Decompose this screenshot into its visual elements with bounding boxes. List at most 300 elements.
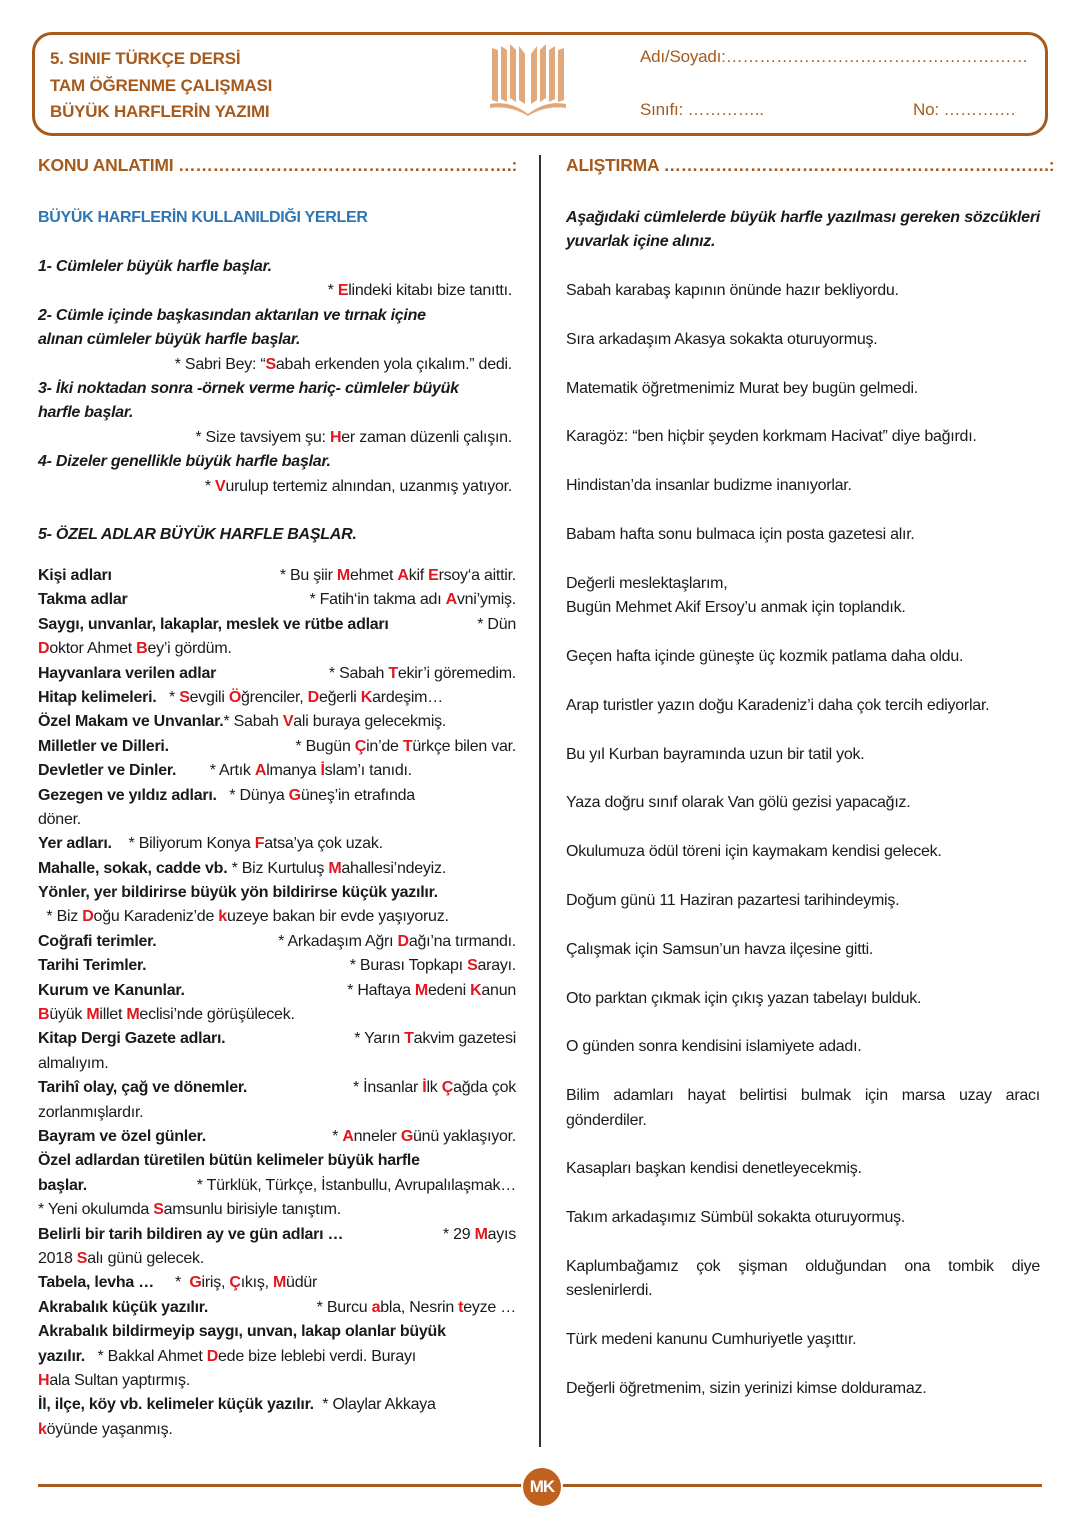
example-text: 4- Dizeler genellikle büyük harfle başlar. xyxy=(38,453,331,471)
exercise-sentence xyxy=(566,791,1040,815)
example-text: ağı’na tırmandı. xyxy=(408,932,516,950)
exercise-sentence xyxy=(566,425,1040,449)
line-example xyxy=(295,735,516,759)
rule-label: Akrabalık bildirmeyip saygı, unvan, lakap olanlar büyük xyxy=(38,1323,446,1341)
example-text: * Bu şiir xyxy=(279,567,337,584)
rule-line xyxy=(38,759,516,783)
worksheet-title xyxy=(50,46,272,126)
line-example xyxy=(309,588,516,612)
capital-letter-highlight: F xyxy=(254,835,265,853)
example-text: uzeye bakan bir evde yaşıyoruz. xyxy=(226,908,449,926)
example-text: * xyxy=(332,1127,343,1145)
rule-line xyxy=(38,808,516,832)
example-text: * xyxy=(154,1274,190,1292)
rule-line xyxy=(38,426,512,450)
capital-letter-highlight: M xyxy=(126,1006,140,1024)
line-example xyxy=(280,564,516,588)
rule-line xyxy=(38,475,512,499)
capital-letter-highlight: K xyxy=(470,981,482,999)
rule-line xyxy=(38,1345,516,1369)
rule-line xyxy=(38,1052,516,1076)
rule-line xyxy=(38,1076,516,1100)
rule-label: Bayram ve özel günler. xyxy=(38,1127,206,1145)
capital-letter-highlight: E xyxy=(337,282,349,300)
example-text: amsunlu birisiyle tanıştım. xyxy=(163,1201,341,1219)
rule-line xyxy=(38,353,512,377)
rule-label: Hitap kelimeleri. xyxy=(38,688,157,706)
example-text: rsoy‘a aittir. xyxy=(438,567,516,584)
capital-letter-highlight: M xyxy=(414,981,428,999)
example-text: ahallesi’ndeyiz. xyxy=(341,859,446,877)
exercise-sentence xyxy=(566,474,1040,498)
example-text: * Sabah xyxy=(223,713,283,731)
example-text: * 29 xyxy=(442,1225,475,1243)
example-text: atsa’ya çok uzak. xyxy=(264,835,383,853)
rule-line xyxy=(38,1369,516,1393)
capital-letter-highlight: D xyxy=(82,908,94,926)
example-text: ayıs xyxy=(487,1225,516,1243)
sentence-line: O günden sonra kendisini islamiyete adadı. xyxy=(566,1038,862,1056)
rule-label: İl, ilçe, köy vb. kelimeler küçük yazılır. xyxy=(38,1396,314,1414)
line-example xyxy=(353,1076,516,1100)
example-text: * Haftaya xyxy=(347,981,415,999)
capital-letter-highlight: M xyxy=(328,859,342,877)
rule-line xyxy=(38,1247,516,1271)
rule-label: Coğrafi terimler. xyxy=(38,932,157,950)
line-example xyxy=(329,662,516,686)
example-text: harfle başlar. xyxy=(38,404,134,422)
rule-label: Tarihî olay, çağ ve dönemler. xyxy=(38,1079,248,1097)
example-text: urulup tertemiz alnından, uzanmış yatıyor. xyxy=(225,477,512,495)
example-text: lindeki kitabı bize tanıttı. xyxy=(348,282,512,300)
example-text: 2018 xyxy=(38,1249,77,1267)
line-example xyxy=(354,1027,516,1051)
example-text: * Yeni okulumda xyxy=(38,1201,154,1219)
rule-line xyxy=(38,881,516,905)
example-text: * Yarın xyxy=(354,1030,405,1048)
exercise-sentence xyxy=(566,377,1040,401)
rule-label: başlar. xyxy=(38,1176,87,1194)
capital-letter-highlight: M xyxy=(272,1274,287,1292)
example-text: nneler xyxy=(353,1127,401,1145)
exercise-sentence xyxy=(566,1157,1040,1181)
example-text: * xyxy=(156,688,180,706)
line-label xyxy=(38,613,389,637)
sentence-line: Geçen hafta içinde güneşte üç kozmik patlama daha oldu. xyxy=(566,647,964,665)
rule-line xyxy=(38,686,516,710)
title-line: 5. SINIF TÜRKÇE DERSİ xyxy=(50,49,241,68)
example-text: * Türklük, Türkçe, İstanbullu, Avrupalılaşmak… xyxy=(196,1176,516,1194)
line-example xyxy=(350,954,516,978)
example-text: * Sabah xyxy=(328,664,389,682)
rule-line xyxy=(38,1320,516,1344)
capital-letter-highlight: t xyxy=(458,1298,464,1316)
rule-line xyxy=(38,1125,516,1149)
example-text: kif xyxy=(408,567,429,584)
class-field[interactable]: Sınıfı: ………….. xyxy=(640,100,764,119)
rule-line xyxy=(38,784,516,808)
example-text: * İnsanlar xyxy=(353,1079,423,1097)
capital-letter-highlight: Ç xyxy=(229,1274,241,1292)
capital-letter-highlight: B xyxy=(38,1006,50,1024)
capital-letter-highlight: E xyxy=(428,567,439,584)
rule-label: Kişi adları xyxy=(38,567,112,584)
example-text: döner. xyxy=(38,810,81,828)
column-divider xyxy=(539,155,541,1447)
example-text: * Bakkal Ahmet xyxy=(84,1347,207,1365)
capital-letter-highlight: Ç xyxy=(354,737,367,755)
rule-label: Gezegen ve yıldız adları. xyxy=(38,786,217,804)
exercise-sentence xyxy=(566,1255,1040,1304)
rule-line xyxy=(38,1149,516,1173)
rule-line xyxy=(38,377,516,401)
example-text: 3- İki noktadan sonra -örnek verme hariç- cümleler büyük xyxy=(38,379,459,397)
example-text: eclisi’nde görüşülecek. xyxy=(139,1006,295,1024)
example-text: ağda çok xyxy=(453,1079,516,1097)
capital-letter-highlight: S xyxy=(153,1201,164,1219)
exercise-sentence xyxy=(566,645,1040,669)
capital-letter-highlight: D xyxy=(206,1347,219,1365)
rule-label: Yer adları. xyxy=(38,835,112,853)
capital-letter-highlight: İ xyxy=(320,762,325,780)
example-text: öyünde yaşanmış. xyxy=(46,1420,173,1438)
capital-letter-highlight: G xyxy=(189,1274,202,1292)
example-text: * Burcu xyxy=(316,1298,372,1316)
rule-line xyxy=(38,1271,516,1295)
exercise-instruction: Aşağıdaki cümlelerde büyük harfle yazılması gereken sözcükleri yuvarlak içine alınız. xyxy=(566,209,1040,251)
rule-line xyxy=(38,1027,516,1051)
example-text: eyze … xyxy=(463,1298,516,1316)
name-field[interactable]: Adı/Soyadı:……………………………………………… xyxy=(640,47,1029,66)
mk-logo: MK xyxy=(521,1466,563,1508)
line-example xyxy=(317,1296,516,1320)
exercise-sentence xyxy=(566,1035,1040,1059)
example-text: * Sabri Bey: “ xyxy=(174,355,266,373)
exercise-sentence xyxy=(566,523,1040,547)
example-text: ey’i gördüm. xyxy=(147,640,232,658)
rule-line xyxy=(38,1393,516,1417)
example-text: ehmet xyxy=(349,567,398,584)
rule-label: Takma adlar xyxy=(38,591,128,609)
example-text: er zaman düzenli çalışın. xyxy=(341,428,512,446)
example-text: * Artık xyxy=(176,762,255,780)
capital-letter-highlight: V xyxy=(215,477,226,495)
line-label xyxy=(38,588,127,612)
capital-letter-highlight: İ xyxy=(422,1079,427,1097)
rule-line xyxy=(38,637,516,661)
example-text: ıkış, xyxy=(240,1274,273,1292)
capital-letter-highlight: A xyxy=(397,567,409,584)
title-line: BÜYÜK HARFLERİN YAZIMI xyxy=(50,102,270,121)
example-text: evgili xyxy=(189,688,229,706)
rule-label: Kitap Dergi Gazete adları. xyxy=(38,1030,226,1048)
rule-line xyxy=(38,255,516,279)
example-text: * Size tavsiyem şu: xyxy=(195,428,330,446)
rule-label: Kurum ve Kanunlar. xyxy=(38,981,185,999)
rule-line xyxy=(38,832,516,856)
example-text: * xyxy=(327,282,338,300)
capital-letter-highlight: Ö xyxy=(228,688,242,706)
sentence-line: Arap turistler yazın doğu Karadeniz’i daha çok tercih ediyorlar. xyxy=(566,696,990,714)
sentence-line: Bugün Mehmet Akif Ersoy’u anmak için toplandık. xyxy=(566,599,906,617)
example-text: almalıyım. xyxy=(38,1054,109,1072)
capital-letter-highlight: a xyxy=(371,1298,381,1316)
rule-line xyxy=(38,662,516,686)
example-text: * Arkadaşım Ağrı xyxy=(278,932,398,950)
rule-line xyxy=(38,905,516,929)
rule-line xyxy=(38,328,516,352)
example-text: * Biliyorum Konya xyxy=(111,835,255,853)
lesson-heading: KONU ANLATIMI ………………………………………………….: xyxy=(38,155,518,175)
line-label xyxy=(38,735,169,759)
capital-letter-highlight: D xyxy=(38,640,50,658)
example-text: illet xyxy=(99,1006,127,1024)
rule-label: Yönler, yer bildirirse büyük yön bildirirse küçük yazılır. xyxy=(38,884,438,902)
sentence-line: Değerli öğretmenim, sizin yerinizi kimse dolduramaz. xyxy=(566,1379,927,1397)
rule-line xyxy=(38,1223,516,1247)
example-text: ünü yaklaşıyor. xyxy=(413,1127,516,1145)
rule-line xyxy=(38,1418,516,1442)
sentence-line: Bilim adamları hayat belirtisi bulmak için marsa uzay aracı gönderdiler. xyxy=(566,1087,1040,1129)
example-text: * Biz xyxy=(38,908,83,926)
exercise-sentence xyxy=(566,1377,1040,1401)
sentence-line: Yaza doğru sınıf olarak Van gölü gezisi yapacağız. xyxy=(566,794,911,812)
example-text: in’de xyxy=(366,737,403,755)
capitalization-rules xyxy=(38,255,516,548)
exercise-sentence xyxy=(566,987,1040,1011)
sentence-line: Sabah karabaş kapının önünde hazır bekliyordu. xyxy=(566,282,899,299)
capital-letter-highlight: G xyxy=(288,786,301,804)
example-text: 2- Cümle içinde başkasından aktarılan ve tırnak içine xyxy=(38,306,426,324)
rule-label: Tarihi Terimler. xyxy=(38,957,147,975)
line-label xyxy=(38,564,112,588)
rule-line xyxy=(38,954,516,978)
capital-letter-highlight: S xyxy=(467,957,478,975)
sentence-line: Karagöz: “ben hiçbir şeyden korkmam Hacivat” diye bağırdı. xyxy=(566,428,977,446)
exercise-heading: ALIŞTIRMA ………………………………………………………….: xyxy=(566,155,1055,175)
rule-line xyxy=(38,857,516,881)
example-text: ala Sultan yaptırmış. xyxy=(49,1371,190,1389)
rule-label: Tabela, levha … xyxy=(38,1274,154,1292)
capital-letter-highlight: S xyxy=(179,688,190,706)
exercise-sentence xyxy=(566,889,1040,913)
sentence-line: Kaplumbağamız çok şişman olduğundan ona tombik diye seslenirlerdi. xyxy=(566,1257,1040,1300)
example-text: oğu Karadeniz’de xyxy=(93,908,219,926)
example-text: alınan cümleler büyük harfle başlar. xyxy=(38,331,301,349)
title-line: TAM ÖĞRENME ÇALIŞMASI xyxy=(50,75,273,95)
line-label xyxy=(38,1125,206,1149)
open-book-icon xyxy=(488,42,568,116)
exercise-sentence xyxy=(566,938,1040,962)
exercise-sentence xyxy=(566,694,1040,718)
capital-letter-highlight: T xyxy=(404,1030,414,1048)
example-text: edeni xyxy=(428,981,471,999)
example-text: ğrenciler, xyxy=(241,688,308,706)
example-text: vni’ymiş. xyxy=(456,591,516,609)
example-text: ardeşim… xyxy=(372,688,443,706)
line-example xyxy=(332,1125,516,1149)
example-text: üdür xyxy=(286,1274,318,1292)
sentence-line: Babam hafta sonu bulmaca için posta gazetesi alır. xyxy=(566,525,915,543)
line-example xyxy=(197,1174,516,1198)
line-example xyxy=(347,979,516,1003)
line-label xyxy=(38,1027,225,1051)
sentence-line: Oto parktan çıkmak için çıkış yazan tabelayı bulduk. xyxy=(566,989,922,1007)
rule-label: Milletler ve Dilleri. xyxy=(38,737,169,755)
example-text: * Dünya xyxy=(216,786,289,804)
line-example xyxy=(443,1223,516,1247)
example-text: slam’ı tanıdı. xyxy=(324,762,412,780)
example-text: üyük xyxy=(49,1006,87,1024)
exercise-sentence xyxy=(566,572,1040,621)
exercise-sentence xyxy=(566,1084,1040,1133)
rule-label: Hayvanlara verilen adlar xyxy=(38,664,217,682)
line-label xyxy=(38,930,156,954)
sentence-line: Sıra arkadaşım Akasya sokakta oturuyormuş. xyxy=(566,330,878,348)
exercise-sentences xyxy=(566,279,1040,1426)
example-text: eğerli xyxy=(318,688,361,706)
rule-line xyxy=(38,979,516,1003)
rule-line xyxy=(38,735,516,759)
rule-label: Saygı, unvanlar, lakaplar, meslek ve rütbe adları xyxy=(38,615,389,633)
rule-line xyxy=(38,710,516,734)
rule-label: Özel Makam ve Unvanlar. xyxy=(38,713,224,731)
sentence-line: Doğum günü 11 Haziran pazartesi tarihindeymiş. xyxy=(566,891,900,909)
rule-line xyxy=(38,1174,516,1198)
capital-letter-highlight: k xyxy=(218,908,227,926)
rule-label: yazılır. xyxy=(38,1347,85,1365)
sentence-line: Türk medeni kanunu Cumhuriyetle yaşıttır. xyxy=(566,1331,857,1349)
example-text: 1- Cümleler büyük harfle başlar. xyxy=(38,258,272,275)
rule-label: Akrabalık küçük yazılır. xyxy=(38,1298,209,1316)
capital-letter-highlight: S xyxy=(265,355,276,373)
rule-label: Devletler ve Dinler. xyxy=(38,762,177,780)
example-text: * Olaylar Akkaya xyxy=(313,1396,436,1414)
capital-letter-highlight: H xyxy=(38,1371,50,1389)
example-text: zorlanmışlardır. xyxy=(38,1103,144,1121)
sentence-line: Hindistan’da insanlar budizme inanıyorlar. xyxy=(566,477,852,495)
rule-line xyxy=(38,1296,516,1320)
rule-label: Belirli bir tarih bildiren ay ve gün adları … xyxy=(38,1225,344,1243)
example-text: üneş’in etrafında xyxy=(300,786,415,804)
example-text: iriş, xyxy=(201,1274,230,1292)
sentence-line: Takım arkadaşımız Sümbül sokakta oturuyormuş. xyxy=(566,1209,906,1227)
exercise-sentence xyxy=(566,1328,1040,1352)
capital-letter-highlight: Ç xyxy=(441,1079,454,1097)
number-field[interactable]: No: …………. xyxy=(913,100,1016,119)
example-text: 5- ÖZEL ADLAR BÜYÜK HARFLE BAŞLAR. xyxy=(38,526,357,544)
capital-letter-highlight: M xyxy=(336,567,350,584)
rule-label: Özel adlardan türetilen bütün kelimeler büyük harfle xyxy=(38,1152,420,1170)
rule-line xyxy=(38,523,516,547)
exercise-sentence xyxy=(566,279,1040,303)
rules-subheading: BÜYÜK HARFLERİN KULLANILDIĞI YERLER xyxy=(38,209,368,226)
capital-letter-highlight: A xyxy=(342,1127,354,1145)
example-text: ekir’i göremedim. xyxy=(397,664,516,682)
line-example xyxy=(477,613,516,637)
example-text: * Burası Topkapı xyxy=(349,957,468,975)
exercise-sentence xyxy=(566,1206,1040,1230)
sentence-line: Okulumuza ödül töreni için kaymakam kendisi gelecek. xyxy=(566,843,942,861)
sentence-line: Bu yıl Kurban bayramında uzun bir tatil yok. xyxy=(566,745,865,763)
example-text: * Bugün xyxy=(295,737,355,755)
line-label xyxy=(38,1223,343,1247)
rule-line xyxy=(38,1101,516,1125)
line-example xyxy=(278,930,516,954)
proper-noun-rules xyxy=(38,564,516,1442)
rule-line xyxy=(38,304,516,328)
example-text: * Dün xyxy=(477,615,516,633)
capital-letter-highlight: V xyxy=(282,713,294,731)
rule-line xyxy=(38,450,516,474)
line-label xyxy=(38,979,185,1003)
sentence-line: Değerli meslektaşlarım, xyxy=(566,574,728,592)
example-text: akvim gazetesi xyxy=(413,1030,516,1048)
line-label xyxy=(38,1296,208,1320)
rule-line xyxy=(38,499,516,523)
capital-letter-highlight: A xyxy=(445,591,457,609)
capital-letter-highlight: k xyxy=(38,1420,47,1438)
capital-letter-highlight: G xyxy=(400,1127,414,1145)
line-label xyxy=(38,662,216,686)
capital-letter-highlight: M xyxy=(86,1006,100,1024)
example-text: * Biz Kurtuluş xyxy=(227,859,329,877)
sentence-line: Kasapları başkan kendisi denetleyecekmiş. xyxy=(566,1160,862,1178)
example-text: ürkçe bilen var. xyxy=(412,737,516,755)
rule-line xyxy=(38,564,516,588)
capital-letter-highlight: K xyxy=(360,688,373,706)
capital-letter-highlight: D xyxy=(397,932,409,950)
rule-line xyxy=(38,1198,516,1222)
example-text: abah erkenden yola çıkalım.” dedi. xyxy=(275,355,512,373)
rule-line xyxy=(38,930,516,954)
capital-letter-highlight: S xyxy=(76,1249,88,1267)
exercise-sentence xyxy=(566,743,1040,767)
exercise-sentence xyxy=(566,328,1040,352)
rule-line xyxy=(38,401,516,425)
rule-line xyxy=(38,279,512,303)
capital-letter-highlight: A xyxy=(254,762,267,780)
example-text: * xyxy=(204,477,216,495)
capital-letter-highlight: M xyxy=(474,1225,488,1243)
example-text: anun xyxy=(481,981,516,999)
sentence-line: Matematik öğretmenimiz Murat bey bugün gelmedi. xyxy=(566,379,918,397)
line-label xyxy=(38,954,146,978)
rule-label: Mahalle, sokak, cadde vb. xyxy=(38,859,228,877)
capital-letter-highlight: T xyxy=(402,737,413,755)
example-text: ede bize leblebi verdi. Burayı xyxy=(218,1347,416,1365)
rule-line xyxy=(38,588,516,612)
example-text: oktor Ahmet xyxy=(49,640,137,658)
example-text: bla, Nesrin xyxy=(380,1298,459,1316)
example-text: * Fatih‘in takma adı xyxy=(309,591,446,609)
line-label xyxy=(38,1076,247,1100)
capital-letter-highlight: H xyxy=(329,428,342,446)
exercise-sentence xyxy=(566,840,1040,864)
capital-letter-highlight: D xyxy=(307,688,319,706)
rule-line xyxy=(38,1003,516,1027)
sentence-line: Çalışmak için Samsun’un havza ilçesine gitti. xyxy=(566,940,874,958)
example-text: lmanya xyxy=(266,762,321,780)
line-label xyxy=(38,1174,87,1198)
example-text: lk xyxy=(426,1079,442,1097)
rule-line xyxy=(38,613,516,637)
capital-letter-highlight: B xyxy=(136,640,148,658)
example-text: ali buraya gelecekmiş. xyxy=(293,713,447,731)
capital-letter-highlight: T xyxy=(388,664,398,682)
example-text: arayı. xyxy=(477,957,516,975)
example-text: alı günü gelecek. xyxy=(87,1249,204,1267)
